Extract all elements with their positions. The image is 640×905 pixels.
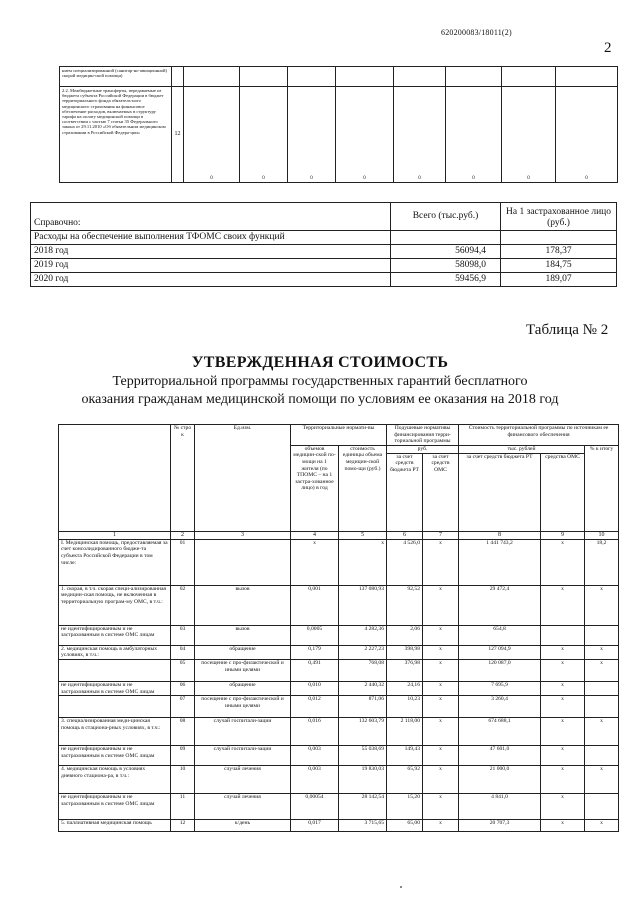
row-number: 11 [171, 794, 195, 820]
cost-cell: 4 282,36 [339, 625, 387, 645]
total-budget-cell: 7 695,9 [459, 681, 541, 695]
total-budget-cell: 20 707,3 [459, 820, 541, 832]
col-header-budget-total: за счет средств бюджета РТ [459, 453, 541, 531]
per-capita-budget-cell: 376,98 [387, 659, 423, 681]
total-oms-cell: х [541, 696, 585, 718]
total-cell: 56094,4 [391, 245, 501, 259]
table-row [59, 696, 619, 718]
table-header-row [31, 203, 617, 231]
cost-cell: 55 038,69 [339, 746, 387, 766]
table-row [59, 746, 619, 766]
unit-cell: вызов [195, 585, 291, 625]
col-number: 3 [195, 531, 291, 539]
total-oms-cell: х [541, 766, 585, 794]
col-number: 7 [423, 531, 459, 539]
per-capita-oms-cell: х [423, 625, 459, 645]
cost-cell: 132 603,79 [339, 718, 387, 746]
row-number: 12 [172, 87, 184, 183]
total-oms-cell: х [541, 659, 585, 681]
table-row [59, 539, 619, 585]
subtitle-line-2: оказания гражданам медицинской помощи по условиям ее оказания на 2018 год [81, 392, 559, 407]
pct-cell [585, 746, 619, 766]
per-capita-budget-cell: 2,06 [387, 625, 423, 645]
row-number: 10 [171, 766, 195, 794]
cost-cell: 19 830,03 [339, 766, 387, 794]
row-name: 3. специализированная меди-цинская помощь в стациона-рных условиях, в т.ч.: [59, 718, 171, 746]
table-row [31, 259, 617, 273]
column-numbers-row [59, 531, 619, 539]
total-oms-cell: х [541, 539, 585, 585]
unit-cell: посещение с про-филактической и иными целями [195, 659, 291, 681]
total-cell: 58098,0 [391, 259, 501, 273]
table-number: Таблица № 2 [526, 322, 609, 338]
col-number: 4 [291, 531, 339, 539]
col-number: 2 [171, 531, 195, 539]
row-name [59, 696, 171, 718]
total-budget-cell: 1 441 743,2 [459, 539, 541, 585]
total-cell: 59456,9 [391, 273, 501, 287]
unit-cell: вызов [195, 625, 291, 645]
table-row [59, 645, 619, 659]
row-number: 09 [171, 746, 195, 766]
pct-cell: х [585, 718, 619, 746]
per-capita-budget-cell: 149,43 [387, 746, 423, 766]
volume-cell: 0,012 [291, 696, 339, 718]
table-row [59, 681, 619, 695]
pct-cell: х [585, 645, 619, 659]
cost-cell: 137 080,93 [339, 585, 387, 625]
unit-cell: случай лечения [195, 766, 291, 794]
row-label: нием специализированной (санитар-но-авиационной) скорой медицин-ской помощи) [60, 67, 172, 87]
cell: 0 [184, 87, 240, 183]
cost-cell: 768,08 [339, 659, 387, 681]
per-capita-budget-cell: 65,92 [387, 766, 423, 794]
col-number: 5 [339, 531, 387, 539]
col-header-thous-rub: тыс. рублей [459, 445, 585, 453]
volume-cell: 0,017 [291, 820, 339, 832]
row-name: не идентифицированным и не застрахованным в системе ОМС лицам [59, 794, 171, 820]
volume-cell: 0,003 [291, 766, 339, 794]
unit-cell: случай лечения [195, 794, 291, 820]
cell: 0 [336, 87, 394, 183]
pct-cell: х [585, 766, 619, 794]
col-header-name [59, 425, 171, 532]
per-capita-budget-cell: 24,16 [387, 681, 423, 695]
col-header-cost-program: Стоимость территориальной программы по источникам ее финансового обеспечения [459, 425, 619, 446]
per-capita-oms-cell: х [423, 681, 459, 695]
per-capita-budget-cell: 65,00 [387, 820, 423, 832]
table-row [31, 231, 617, 245]
col-number: 10 [585, 531, 619, 539]
page-title: УТВЕРЖДЕННАЯ СТОИМОСТЬ [191, 354, 449, 371]
scan-speck [400, 886, 402, 888]
table-row [60, 87, 618, 183]
row-number: 01 [171, 539, 195, 585]
total-oms-cell: х [541, 681, 585, 695]
per-capita-oms-cell: х [423, 718, 459, 746]
per-capita-oms-cell: х [423, 539, 459, 585]
volume-cell: 0,003 [291, 746, 339, 766]
table-row [59, 585, 619, 625]
unit-cell: посещение с про-филактической и иными целями [195, 696, 291, 718]
col-header-rub: руб. [387, 445, 459, 453]
cost-cell: 871,06 [339, 696, 387, 718]
page-number: 2 [604, 40, 612, 56]
table-row [59, 659, 619, 681]
volume-cell: 0,491 [291, 659, 339, 681]
per-capita-budget-cell: 398,98 [387, 645, 423, 659]
row-number: 08 [171, 718, 195, 746]
total-oms-cell: х [541, 645, 585, 659]
cost-cell: 3 715,65 [339, 820, 387, 832]
total-budget-cell: 674 688,1 [459, 718, 541, 746]
pct-cell [585, 625, 619, 645]
table-row [59, 718, 619, 746]
row-label: 2.2. Межбюджетные трансферты, передаваемые из бюджета субъекта Российской Федерации в бюджет территориального фонда обязатель-ного медицинского страхования на финансовое обеспечение расходов, включаемых в структуру тарифа на оплату медицинской помощи в соответствии с частью 7 статьи 35 Федерального закона от 29.11.2010 «Об обязательном медицинском страховании в Российской Федера-ции» [60, 87, 172, 183]
cell: 0 [556, 87, 618, 183]
per-capita-oms-cell: х [423, 645, 459, 659]
cost-cell: х [339, 539, 387, 585]
col-header-pct: % к итогу [585, 445, 619, 531]
row-name: не идентифицированным и не застрахованным в системе ОМС лицам [59, 746, 171, 766]
per-capita-budget-cell: 92,52 [387, 585, 423, 625]
row-name [59, 659, 171, 681]
col-header-row-no: № стро к [171, 425, 195, 532]
row-name: 1. скорая, в т.ч. скорая специ-ализированная медицин-ская помощь, не включенная в территориальную програм-му ОМС, в т.ч.: [59, 585, 171, 625]
unit-cell: к/день [195, 820, 291, 832]
per-capita-oms-cell: х [423, 659, 459, 681]
total-oms-cell: х [541, 718, 585, 746]
per-capita-oms-cell: х [423, 696, 459, 718]
per-capita-budget-cell: 15,20 [387, 794, 423, 820]
volume-cell: 0,001 [291, 585, 339, 625]
row-number: 02 [171, 585, 195, 625]
per-person-cell: 184,75 [501, 259, 617, 273]
row-number: 03 [171, 625, 195, 645]
year-cell: 2020 год [31, 273, 391, 287]
per-person-cell: 189,07 [501, 273, 617, 287]
total-budget-cell: 127 094,9 [459, 645, 541, 659]
continuation-table [59, 66, 618, 183]
row-name: не идентифицированным и не застрахованным в системе ОМС лицам [59, 625, 171, 645]
total-budget-cell: 120 087,0 [459, 659, 541, 681]
total-oms-cell [541, 625, 585, 645]
year-cell: 2018 год [31, 245, 391, 259]
total-budget-cell: 47 601,0 [459, 746, 541, 766]
per-capita-oms-cell: х [423, 820, 459, 832]
per-capita-oms-cell: х [423, 766, 459, 794]
row-name: I. Медицинская помощь, предоставляемая за счет консолидированного бюдже-та субъекта Российской Федерации в том числе: [59, 539, 171, 585]
volume-cell: 0,010 [291, 681, 339, 695]
unit-cell: случай госпитали-зации [195, 718, 291, 746]
row-number: 07 [171, 696, 195, 718]
col-number: 9 [541, 531, 585, 539]
col-header-budget: за счет средств бюджета РТ [387, 453, 423, 531]
subtitle-line-1: Территориальной программы государственных гарантий бесплатного [112, 374, 528, 389]
reference-table [30, 202, 617, 287]
col-header-cost: стоимость единицы объема медицин-ской помо-щи (руб.) [339, 445, 387, 531]
table-row [59, 794, 619, 820]
cell: 0 [240, 87, 288, 183]
total-budget-cell: 29 472,4 [459, 585, 541, 625]
pct-cell: 18,2 [585, 539, 619, 585]
cell: 0 [394, 87, 446, 183]
table-row [59, 766, 619, 794]
subheading: Расходы на обеспечение выполнения ТФОМС своих функций [31, 231, 391, 245]
col-header-per-person: На 1 застрахованное лицо (руб.) [501, 203, 617, 231]
total-oms-cell: х [541, 794, 585, 820]
total-budget-cell: 654,8 [459, 625, 541, 645]
volume-cell: 0,016 [291, 718, 339, 746]
per-person-cell: 178,37 [501, 245, 617, 259]
col-header-per-capita: Подушевые нормативы финансирования терри-ториальной программы [387, 425, 459, 446]
row-number: 12 [171, 820, 195, 832]
reference-label: Справочно: [31, 203, 391, 231]
table-row [59, 820, 619, 832]
col-number: 8 [459, 531, 541, 539]
unit-cell: случай госпитали-зации [195, 746, 291, 766]
volume-cell: 0,179 [291, 645, 339, 659]
unit-cell: обращение [195, 645, 291, 659]
col-header-volume: объемов медицин-ской по-мощи на 1 жителя (по ТПОМС – на 1 застра-хованное лицо) в год [291, 445, 339, 531]
table-row [59, 625, 619, 645]
year-cell: 2019 год [31, 259, 391, 273]
col-header-total: Всего (тыс.руб.) [391, 203, 501, 231]
row-name: 5. паллиативная медицинская помощь [59, 820, 171, 832]
total-budget-cell: 21 000,0 [459, 766, 541, 794]
volume-cell: 0,0005 [291, 625, 339, 645]
row-number: 05 [171, 659, 195, 681]
total-budget-cell: 4 841,0 [459, 794, 541, 820]
pct-cell [585, 696, 619, 718]
row-number: 06 [171, 681, 195, 695]
cost-table [58, 424, 619, 832]
pct-cell: х [585, 585, 619, 625]
total-oms-cell: х [541, 746, 585, 766]
per-capita-budget-cell: 2 118,00 [387, 718, 423, 746]
cost-cell: 2 440,32 [339, 681, 387, 695]
col-header-oms-total: средства ОМС [541, 453, 585, 531]
pct-cell: х [585, 659, 619, 681]
cost-cell: 28 142,54 [339, 794, 387, 820]
total-oms-cell: х [541, 820, 585, 832]
per-capita-budget-cell: 10,23 [387, 696, 423, 718]
col-number: 1 [59, 531, 171, 539]
cost-cell: 2 227,23 [339, 645, 387, 659]
cell: 0 [502, 87, 556, 183]
per-capita-oms-cell: х [423, 585, 459, 625]
row-name: не идентифицированным и не застрахованным в системе ОМС лицам [59, 681, 171, 695]
table-row [60, 67, 618, 87]
volume-cell: 0,00054 [291, 794, 339, 820]
table-row [31, 245, 617, 259]
col-header-norms: Территориальные нормати-вы [291, 425, 387, 446]
row-name: 4. медицинская помощь в условиях дневного стациона-ра, в т.ч.: [59, 766, 171, 794]
cell: 0 [288, 87, 336, 183]
unit-cell: обращение [195, 681, 291, 695]
volume-cell: х [291, 539, 339, 585]
per-capita-budget-cell: 4 526,0 [387, 539, 423, 585]
pct-cell [585, 681, 619, 695]
pct-cell [585, 794, 619, 820]
per-capita-oms-cell: х [423, 794, 459, 820]
cell: 0 [446, 87, 502, 183]
per-capita-oms-cell: х [423, 746, 459, 766]
table-header-row [59, 425, 619, 446]
unit-cell [195, 539, 291, 585]
col-header-oms: за счет средств ОМС [423, 453, 459, 531]
total-budget-cell: 3 260,4 [459, 696, 541, 718]
document-number: 620200083/18011(2) [441, 28, 512, 37]
col-header-unit: Ед.изм. [195, 425, 291, 532]
row-name: 2. медицинская помощь в амбулаторных условиях, в т.ч.: [59, 645, 171, 659]
table-row [31, 273, 617, 287]
pct-cell: х [585, 820, 619, 832]
col-number: 6 [387, 531, 423, 539]
row-number: 04 [171, 645, 195, 659]
total-oms-cell: х [541, 585, 585, 625]
